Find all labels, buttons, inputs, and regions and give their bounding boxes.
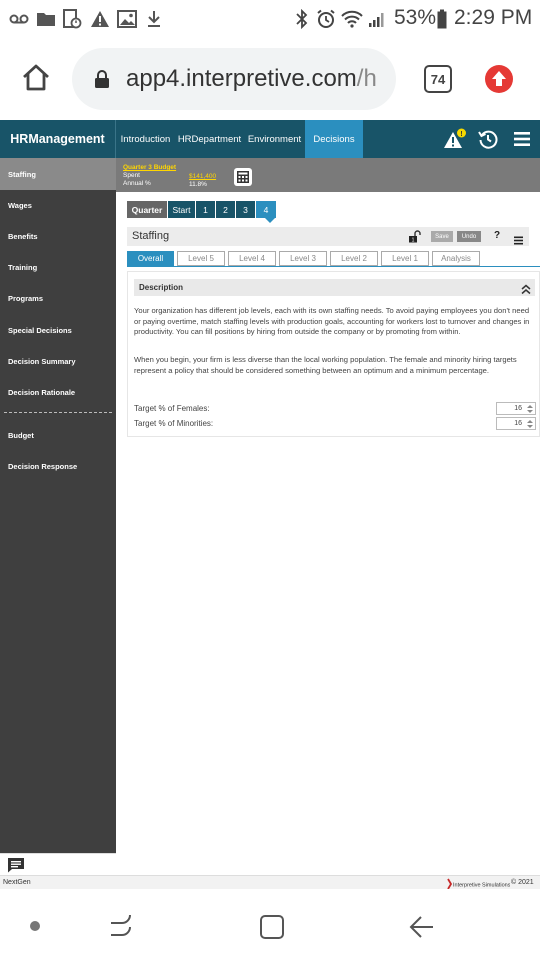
company-logo-text: Interpretive Simulations	[453, 882, 510, 889]
sidebar	[0, 158, 116, 853]
back-arrow-icon	[408, 913, 436, 941]
help-button[interactable]: ?	[494, 230, 501, 241]
tab-level-1[interactable]: Level 1	[381, 251, 429, 266]
sidebar-item-decision-rationale[interactable]: Decision Rationale	[8, 387, 76, 397]
quarter-label: Quarter	[127, 201, 168, 218]
clock: 2:29 PM	[454, 6, 533, 29]
quarter-3[interactable]: 3	[236, 201, 256, 218]
alerts-button[interactable]	[443, 128, 467, 150]
budget-annual-label: Annual %	[123, 180, 151, 187]
spinner-arrows-icon[interactable]	[526, 419, 534, 429]
app-header	[0, 120, 540, 158]
home-button[interactable]	[20, 62, 52, 94]
target-females-input[interactable]	[496, 402, 536, 415]
budget-annual-value: 11.8%	[189, 181, 207, 188]
url-domain: app4.interpretive.com	[126, 65, 357, 92]
url-text[interactable]	[126, 65, 388, 93]
app-brand[interactable]: HRManagement	[0, 120, 116, 158]
tab-level-4[interactable]: Level 4	[228, 251, 276, 266]
target-minorities-label: Target % of Minorities:	[134, 419, 214, 428]
status-bar	[0, 0, 540, 38]
target-females-label: Target % of Females:	[134, 404, 210, 413]
panel-header	[127, 227, 529, 246]
panel-title: Staffing	[132, 230, 170, 242]
history-button[interactable]	[478, 129, 498, 149]
chat-icon[interactable]	[7, 857, 25, 873]
hamburger-icon	[514, 236, 523, 245]
back-button[interactable]	[408, 913, 436, 946]
tab-overall[interactable]: Overall	[127, 251, 174, 266]
target-females-value: 16	[514, 405, 522, 412]
budget-title-link[interactable]: Quarter 3 Budget	[123, 164, 177, 171]
battery-percent: 53%	[394, 6, 437, 29]
footer-copyright: © 2021	[511, 879, 534, 886]
quarter-start[interactable]: Start	[168, 201, 196, 218]
calculator-icon	[234, 168, 252, 186]
budget-spent-label: Spent	[123, 172, 140, 179]
save-button[interactable]: Save	[431, 231, 453, 242]
sidebar-divider	[4, 412, 112, 413]
tab-decisions[interactable]: Decisions	[305, 120, 363, 158]
quarter-4[interactable]: 4	[256, 201, 276, 218]
sidebar-item-programs[interactable]: Programs	[8, 293, 44, 303]
calculator-button[interactable]	[234, 168, 252, 186]
battery-icon	[436, 9, 448, 29]
tab-environment[interactable]: Environment	[247, 133, 302, 145]
tab-level-5[interactable]: Level 5	[177, 251, 225, 266]
level-tabs	[127, 251, 483, 266]
system-nav-bar	[0, 889, 540, 960]
arrow-up-icon	[485, 65, 513, 93]
tab-hrdepartment[interactable]: HRDepartment	[177, 133, 242, 145]
lock-icon	[94, 69, 110, 89]
tab-analysis[interactable]: Analysis	[432, 251, 480, 266]
nav-dot-icon	[30, 921, 40, 931]
home-nav-button[interactable]	[258, 913, 286, 946]
download-icon	[145, 9, 163, 29]
wifi-icon	[340, 9, 364, 29]
description-header[interactable]	[134, 279, 535, 296]
quarter-1[interactable]: 1	[196, 201, 216, 218]
quarter-2[interactable]: 2	[216, 201, 236, 218]
main-menu-button[interactable]	[513, 130, 531, 148]
image-icon	[117, 9, 137, 29]
budget-spent-value[interactable]: $141,400	[189, 173, 217, 180]
sidebar-item-benefits[interactable]: Benefits	[8, 231, 38, 241]
footer-version: NextGen	[3, 879, 31, 886]
description-paragraph-1: Your organization has different job levels, each with its own staffing needs. To avoid paying employees you don't need or paying overtime, match staffing levels with production goals, accounting for workers lost to turnover and changes in productivity. You can fill positions by hiring from outside the company or by promoting from within.	[134, 306, 530, 337]
voicemail-icon	[8, 9, 30, 29]
update-button[interactable]	[485, 65, 513, 93]
sidebar-item-decision-response[interactable]: Decision Response	[8, 461, 78, 471]
recent-apps-icon	[108, 913, 134, 939]
company-logo	[446, 877, 510, 889]
sidebar-item-budget[interactable]: Budget	[8, 430, 34, 440]
description-paragraph-2: When you begin, your firm is less diverse than the local working population. The female and minority hiring targets represent a policy that should be considered something between an optimum and a minimum percentage.	[134, 355, 517, 375]
chat-area	[0, 853, 116, 875]
lock-toggle[interactable]	[408, 230, 422, 243]
square-home-icon	[258, 913, 286, 941]
panel-menu-button[interactable]	[514, 232, 523, 241]
tab-level-2[interactable]: Level 2	[330, 251, 378, 266]
sidebar-item-staffing[interactable]: Staffing	[0, 158, 116, 190]
warning-icon	[443, 128, 467, 150]
hamburger-icon	[513, 130, 531, 148]
quarter-selector	[127, 201, 276, 218]
sidebar-item-decision-summary[interactable]: Decision Summary	[8, 356, 76, 366]
recent-apps-button[interactable]	[108, 913, 134, 944]
warning-icon	[90, 9, 110, 29]
bluetooth-icon	[294, 9, 310, 29]
url-bar[interactable]	[72, 48, 396, 110]
budget-summary	[116, 158, 540, 192]
alarm-icon	[315, 9, 337, 29]
svg-text:!: !	[460, 131, 463, 138]
browser-toolbar	[0, 38, 540, 120]
target-minorities-value: 16	[514, 420, 522, 427]
collapse-icon[interactable]	[521, 282, 531, 293]
tab-introduction[interactable]: Introduction	[120, 133, 171, 145]
description-panel	[127, 271, 540, 437]
home-icon	[20, 62, 52, 94]
tab-switcher-button[interactable]: 74	[424, 65, 452, 93]
spinner-arrows-icon[interactable]	[526, 404, 534, 414]
description-title: Description	[139, 283, 184, 292]
sidebar-item-wages[interactable]: Wages	[8, 200, 32, 210]
url-path: /h	[356, 65, 377, 92]
folder-icon	[36, 9, 56, 29]
tab-underline	[127, 266, 540, 267]
document-clock-icon	[62, 9, 82, 29]
tab-level-3[interactable]: Level 3	[279, 251, 327, 266]
app-footer	[0, 875, 540, 889]
svg-text:1: 1	[411, 237, 415, 243]
unlock-icon	[408, 230, 422, 243]
target-minorities-input[interactable]	[496, 417, 536, 430]
sidebar-item-training[interactable]: Training	[8, 262, 38, 272]
sidebar-item-special-decisions[interactable]: Special Decisions	[8, 325, 72, 335]
history-icon	[478, 129, 498, 149]
undo-button[interactable]: Undo	[457, 231, 481, 242]
quarter-pointer	[265, 218, 275, 223]
signal-icon	[366, 9, 388, 29]
